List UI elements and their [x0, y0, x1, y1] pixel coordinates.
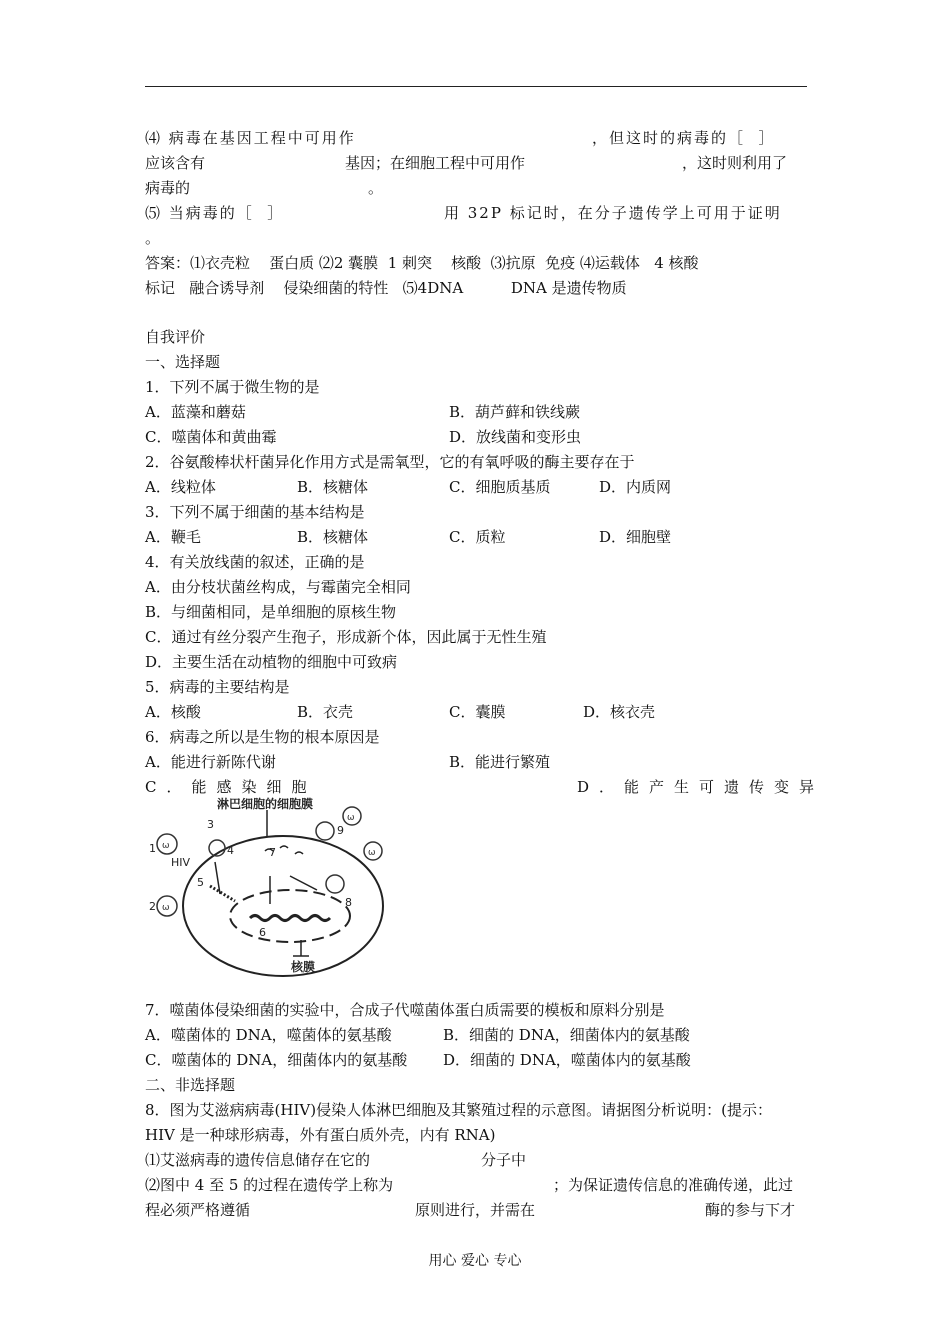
q8-part1-b: 分子中 — [481, 1151, 527, 1169]
q5-line2: 。 — [145, 229, 161, 247]
question-stem: 3．下列不属于细菌的基本结构是 — [145, 503, 365, 521]
option-b: B．衣壳 — [297, 703, 354, 721]
hiv-diagram — [145, 796, 395, 991]
answer-line2: 标记 融合诱导剂 侵染细菌的特性 ⑸4DNA DNA 是遗传物质 — [145, 279, 627, 297]
figure-number: 2 — [149, 900, 156, 913]
q4-line3-b: 。 — [368, 179, 384, 197]
option-d: D．细菌的 DNA，噬菌体内的氨基酸 — [443, 1051, 691, 1069]
viral-dna — [210, 886, 235, 901]
hiv-particle — [316, 822, 334, 840]
question-stem: 7．噬菌体侵染细菌的实验中，合成子代噬菌体蛋白质需要的模板和原料分别是 — [145, 1001, 665, 1019]
option-d: D．主要生活在动植物的细胞中可致病 — [145, 653, 398, 671]
header-rule — [145, 86, 807, 87]
figure-number: 4 — [227, 844, 234, 857]
figure-number: 7 — [269, 846, 276, 859]
figure-number: 8 — [345, 896, 352, 909]
figure-number: 9 — [337, 824, 344, 837]
option-c: C．质粒 — [449, 528, 506, 546]
question-stem: 5．病毒的主要结构是 — [145, 678, 290, 696]
option-d: D．核衣壳 — [583, 703, 656, 721]
q4-line1-b: ，但这时的病毒的［ ］ — [592, 129, 776, 147]
svg-text:ω: ω — [347, 813, 355, 823]
question-stem: 2．谷氨酸棒状杆菌异化作用方式是需氧型，它的有氧呼吸的酶主要存在于 — [145, 453, 635, 471]
section-non-choice: 二、非选择题 — [145, 1076, 236, 1094]
option-d: D．细胞壁 — [599, 528, 672, 546]
figure-number: 6 — [259, 926, 266, 939]
option-b: B．核糖体 — [297, 528, 369, 546]
svg-text:ω: ω — [368, 848, 376, 858]
nuclear-membrane-label: 核膜 — [291, 960, 316, 974]
q8-part1-a: ⑴艾滋病毒的遗传信息储存在它的 — [145, 1151, 371, 1169]
hiv-label: HIV — [171, 856, 191, 869]
q8-part3-a: 程必须严格遵循 — [145, 1201, 251, 1219]
option-c: C．能感染细胞 — [145, 778, 317, 796]
option-b: B．葫芦藓和铁线蕨 — [449, 403, 581, 421]
option-a: A．能进行新陈代谢 — [145, 753, 276, 771]
option-c: C．通过有丝分裂产生孢子，形成新个体，因此属于无性生殖 — [145, 628, 547, 646]
option-d: D．内质网 — [599, 478, 672, 496]
process-arrow — [290, 876, 317, 890]
option-c: C．噬菌体的 DNA，细菌体内的氨基酸 — [145, 1051, 408, 1069]
q4-line2-b: 基因；在细胞工程中可用作 — [345, 154, 526, 172]
hiv-particle — [364, 842, 382, 860]
cell-membrane-label: 淋巴细胞的细胞膜 — [217, 797, 314, 811]
option-d: D．放线菌和变形虫 — [449, 428, 582, 446]
option-b: B．能进行繁殖 — [449, 753, 551, 771]
figure-number: 1 — [149, 842, 156, 855]
option-a: A．蓝藻和蘑菇 — [145, 403, 246, 421]
answer-line1: 答案：⑴衣壳粒 蛋白质 ⑵2 囊膜 1 刺突 核酸 ⑶抗原 免疫 ⑷运载体 4 核酸 — [145, 254, 699, 272]
option-b: B．与细菌相同，是单细胞的原核生物 — [145, 603, 397, 621]
q8-part2-a: ⑵图中 4 至 5 的过程在遗传学上称为 — [145, 1176, 394, 1194]
option-b: B．核糖体 — [297, 478, 369, 496]
option-c: C．囊膜 — [449, 703, 506, 721]
question-stem: 1．下列不属于微生物的是 — [145, 378, 320, 396]
option-b: B．细菌的 DNA，细菌体内的氨基酸 — [443, 1026, 690, 1044]
option-a: A．由分枝状菌丝构成，与霉菌完全相同 — [145, 578, 411, 596]
question-stem: 6．病毒之所以是生物的根本原因是 — [145, 728, 380, 746]
hiv-particle — [326, 875, 344, 893]
q8-part3-c: 酶的参与下才 — [705, 1201, 796, 1219]
cell-membrane — [183, 836, 383, 976]
q4-line1-a: ⑷ 病毒在基因工程中可用作 — [145, 129, 356, 147]
option-a: A．鞭毛 — [145, 528, 201, 546]
option-a: A．线粒体 — [145, 478, 216, 496]
figure-number: 5 — [197, 876, 204, 889]
q5-line1-a: ⑸ 当病毒的［ ］ — [145, 204, 285, 222]
q4-line2-c: ，这时则利用了 — [682, 154, 788, 172]
option-d: D．能产生可遗传变异 — [577, 778, 825, 796]
q8-part2-b: ；为保证遗传信息的准确传递，此过 — [553, 1176, 794, 1194]
question-stem: 4．有关放线菌的叙述，正确的是 — [145, 553, 365, 571]
hiv-particle — [157, 896, 177, 916]
option-c: C．噬菌体和黄曲霉 — [145, 428, 277, 446]
q8-line1: 8．图为艾滋病病毒(HIV)侵染人体淋巴细胞及其繁殖过程的示意图。请据图分析说明：(提示： — [145, 1101, 772, 1119]
dna-strand — [250, 916, 330, 921]
self-eval-title: 自我评价 — [145, 328, 206, 346]
figure-number: 3 — [207, 818, 214, 831]
q8-line2: HIV 是一种球形病毒，外有蛋白质外壳，内有 RNA) — [145, 1126, 496, 1144]
q5-line1-b: 用 32P 标记时，在分子遗传学上可用于证明 — [444, 204, 782, 222]
option-c: C．细胞质基质 — [449, 478, 551, 496]
option-a: A．噬菌体的 DNA，噬菌体的氨基酸 — [145, 1026, 392, 1044]
svg-text:ω: ω — [162, 903, 170, 913]
option-a: A．核酸 — [145, 703, 201, 721]
q8-part3-b: 原则进行，并需在 — [415, 1201, 536, 1219]
page-footer: 用心 爱心 专心 — [428, 1253, 522, 1269]
hiv-particle — [157, 834, 177, 854]
section-choice: 一、选择题 — [145, 353, 221, 371]
hiv-particle — [343, 807, 361, 825]
svg-text:ω: ω — [162, 841, 170, 851]
q4-line2-a: 应该含有 — [145, 154, 206, 172]
hiv-infection-figure — [145, 796, 395, 991]
q4-line3-a: 病毒的 — [145, 179, 191, 197]
